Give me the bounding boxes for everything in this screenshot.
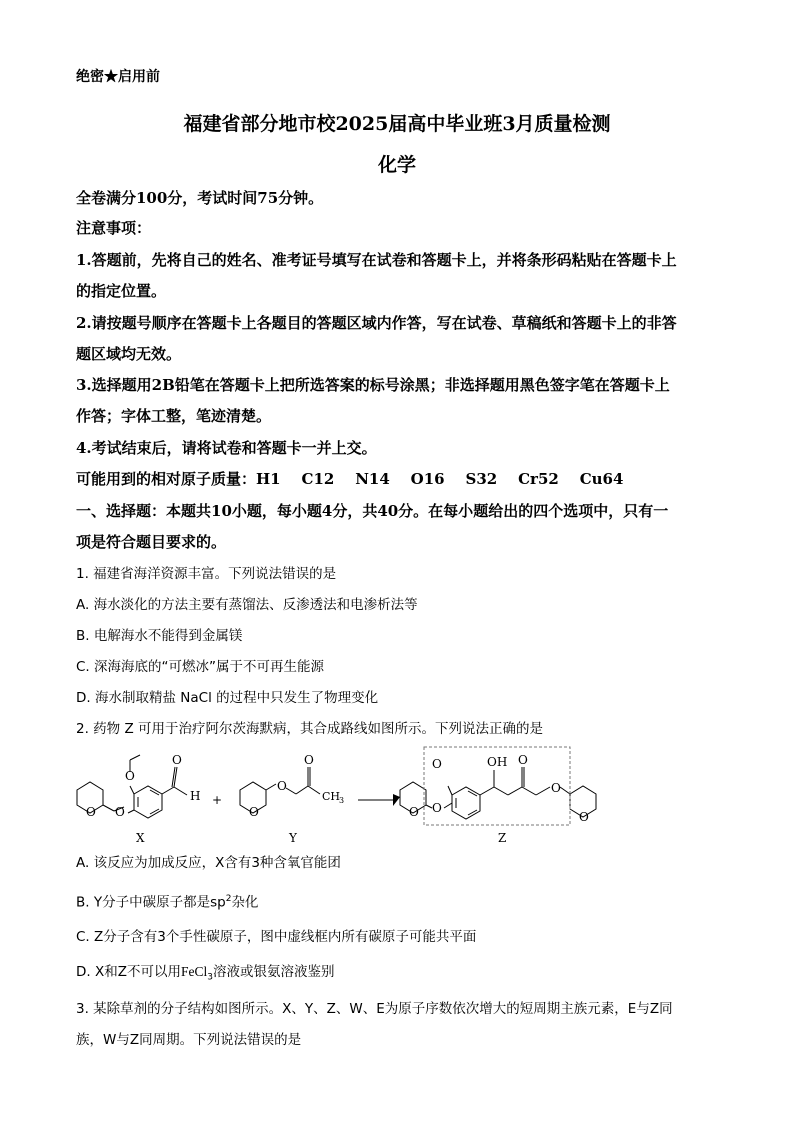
z-ring2-o: O (579, 810, 589, 824)
section-heading-a: 一、选择题：本题共10小题，每小题4分，共40分。在每小题给出的四个选项中，只有一 (76, 502, 669, 520)
q2-option-a: A. 该反应为加成反应，X含有3种含氧官能团 (76, 855, 341, 871)
x-methoxy-o: O (125, 769, 135, 783)
q1-option-d: D. 海水制取精盐 NaCl 的过程中只发生了物理变化 (76, 690, 379, 706)
score-time: 全卷满分100分，考试时间75分钟。 (76, 189, 324, 207)
plus-sign: + (212, 793, 223, 807)
q2-stem: 2. 药物 Z 可用于治疗阿尔茨海默病，其合成路线如图所示。下列说法正确的是 (76, 721, 544, 737)
subject-title: 化学 (377, 154, 416, 176)
notice-item-1b: 的指定位置。 (76, 282, 167, 300)
q2-option-c: C. Z分子含有3个手性碳原子，图中虚线框内所有碳原子可能共平面 (76, 929, 477, 945)
notice-item-4: 4.考试结束后，请将试卷和答题卡一并上交。 (76, 439, 377, 457)
q3-stem-b: 族，W与Z同周期。下列说法错误的是 (76, 1032, 302, 1048)
notice-item-1a: 1.答题前，先将自己的姓名、准考证号填写在试卷和答题卡上，并将条形码粘贴在答题卡上 (76, 251, 677, 269)
label-y: Y (289, 831, 297, 845)
label-z: Z (498, 831, 507, 845)
y-ring-o: O (249, 805, 259, 819)
y-methyl: CH (322, 790, 341, 803)
notice-item-3b: 作答；字体工整，笔迹清楚。 (76, 407, 272, 425)
x-ring-o: O (86, 805, 96, 819)
section-heading-b: 项是符合题目要求的。 (76, 533, 227, 551)
x-ether-o: O (115, 805, 125, 819)
y-ether-o: O (277, 779, 287, 793)
q1-option-c: C. 深海海底的“可燃冰”属于不可再生能源 (76, 659, 324, 675)
x-aldehyde-h: H (190, 789, 201, 803)
label-x: X (136, 831, 145, 845)
q3-stem-a: 3. 某除草剂的分子结构如图所示。X、Y、Z、W、E为原子序数依次增大的短周期主族元素，E与Z同 (76, 1001, 673, 1017)
notice-item-2a: 2.请按题号顺序在答题卡上各题目的答题区域内作答，写在试卷、草稿纸和答题卡上的非答 (76, 314, 677, 332)
q2-option-d: D. X和Z不可以用FeCl$_3$溶液或银氨溶液鉴别 (76, 964, 335, 983)
exam-title: 福建省部分地市校2025届高中毕业班3月质量检测 (183, 113, 611, 135)
q1-stem: 1. 福建省海洋资源丰富。下列说法错误的是 (76, 566, 337, 582)
x-carbonyl-o: O (172, 753, 182, 767)
z-ether-o2: O (551, 781, 561, 795)
z-methoxy-o: O (432, 757, 442, 771)
notice-title: 注意事项： (76, 219, 152, 237)
notice-item-2b: 题区域均无效。 (76, 345, 182, 363)
q1-option-b: B. 电解海水不能得到金属镁 (76, 628, 243, 644)
atomic-mass: 可能用到的相对原子质量：H1 C12 N14 O16 S32 Cr52 Cu64 (76, 470, 624, 488)
z-ring-o: O (409, 805, 419, 819)
y-carbonyl-o: O (304, 753, 314, 767)
secret-mark: 绝密★启用前 (76, 69, 160, 85)
notice-item-3a: 3.选择题用2B铅笔在答题卡上把所选答案的标号涂黑；非选择题用黑色签字笔在答题卡上 (76, 376, 670, 394)
z-carbonyl-o: O (518, 753, 528, 767)
q1-option-a: A. 海水淡化的方法主要有蒸馏法、反渗透法和电渗析法等 (76, 597, 418, 613)
reaction-scheme (60, 742, 660, 846)
z-ether-o: O (432, 801, 442, 815)
z-hydroxyl: OH (487, 755, 508, 769)
y-methyl-sub: 3 (339, 796, 345, 805)
q2-option-b: B. Y分子中碳原子都是$sp^2$杂化 (76, 894, 259, 911)
